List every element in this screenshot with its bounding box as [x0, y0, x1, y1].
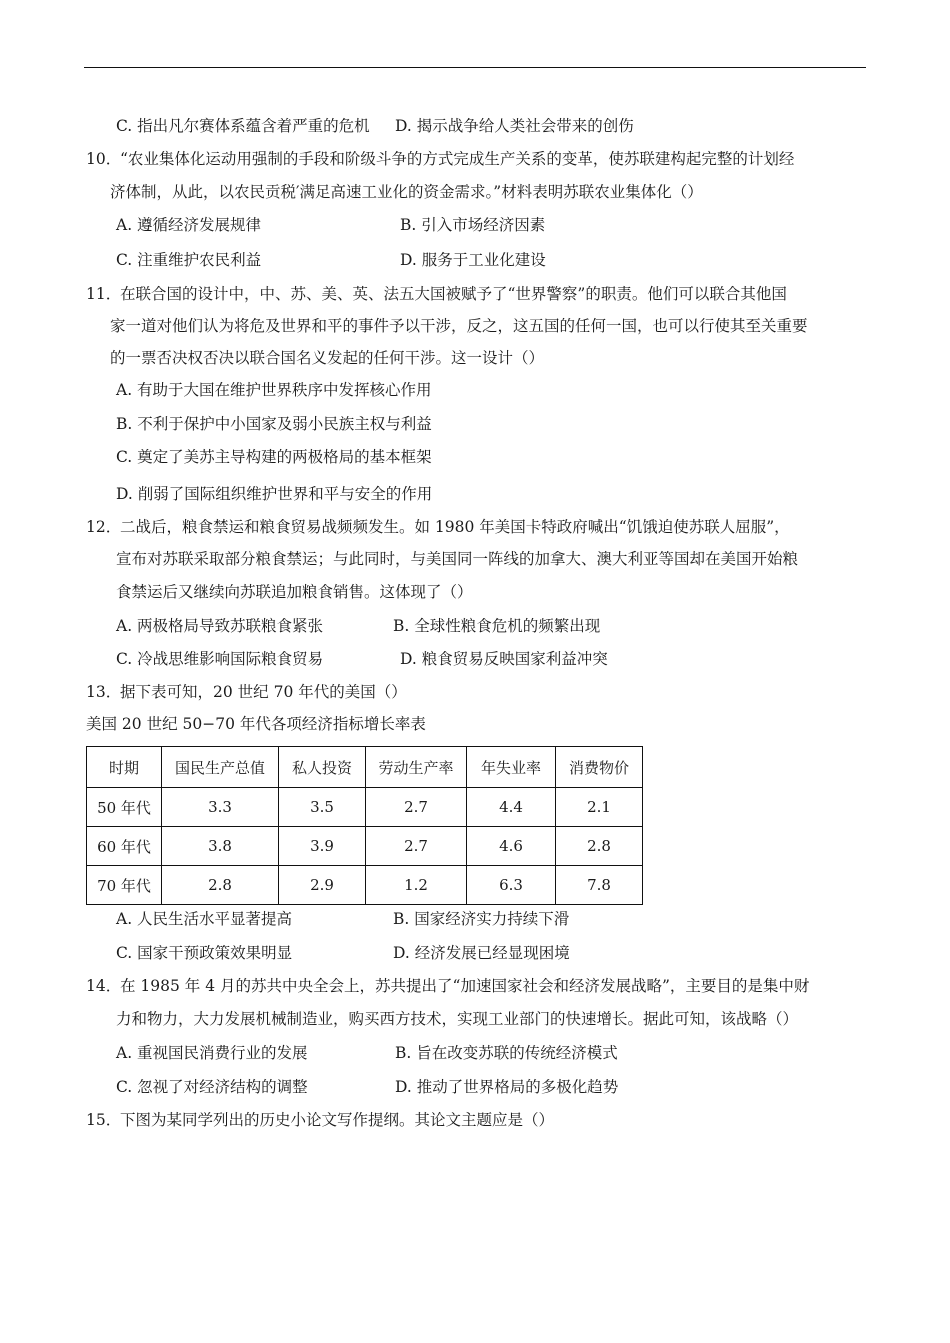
q14-stem-line-2: 力和物力，大力发展机械制造业，购买西方技术，实现工业部门的快速增长。据此可知，该战略（）: [116, 1010, 799, 1028]
table-header-cell: 时期: [87, 747, 162, 788]
table-cell: 3.5: [279, 788, 366, 827]
table-cell: 6.3: [467, 866, 556, 905]
q12-stem-line-3: 食禁运后又继续向苏联追加粮食销售。这体现了（）: [116, 583, 473, 601]
q12-option-c: C. 冷战思维影响国际粮食贸易: [116, 650, 324, 668]
table-cell: 2.9: [279, 866, 366, 905]
q12-number: 12．: [86, 518, 122, 536]
table-caption: 美国 20 世纪 50−70 年代各项经济指标增长率表: [86, 715, 426, 733]
q14-option-d: D. 推动了世界格局的多极化趋势: [395, 1078, 619, 1096]
table-row: [87, 866, 643, 905]
q11-option-b: B. 不利于保护中小国家及弱小民族主权与利益: [116, 415, 432, 433]
economic-indicator-table: [86, 746, 643, 905]
q14-number: 14．: [86, 977, 122, 995]
q14-option-c: C. 忽视了对经济结构的调整: [116, 1078, 308, 1096]
table-cell: 50 年代: [87, 788, 162, 827]
table-cell: 60 年代: [87, 827, 162, 866]
q11-option-d: D. 削弱了国际组织维护世界和平与安全的作用: [116, 485, 433, 503]
q14-option-a: A. 重视国民消费行业的发展: [116, 1044, 308, 1062]
table-cell: 2.7: [366, 827, 467, 866]
q11-stem-line-1: 在联合国的设计中，中、苏、美、英、法五大国被赋予了“世界警察”的职责。他们可以联合其他国: [120, 285, 787, 303]
q10-number: 10．: [86, 150, 122, 168]
table-cell: 3.3: [162, 788, 279, 827]
table-cell: 4.4: [467, 788, 556, 827]
q9-option-c: C. 指出凡尔赛体系蕴含着严重的危机: [116, 117, 370, 135]
table-header-row: [87, 747, 643, 788]
table-row: [87, 827, 643, 866]
table-cell: 7.8: [556, 866, 643, 905]
q10-stem-line-1: “农业集体化运动用强制的手段和阶级斗争的方式完成生产关系的变革，使苏联建构起完整的计划经: [120, 150, 795, 168]
q10-option-b: B. 引入市场经济因素: [400, 216, 546, 234]
table-cell: 3.9: [279, 827, 366, 866]
q13-option-c: C. 国家干预政策效果明显: [116, 944, 293, 962]
q11-option-c: C. 奠定了美苏主导构建的两极格局的基本框架: [116, 448, 432, 466]
table-cell: 4.6: [467, 827, 556, 866]
q12-stem-line-1: 二战后，粮食禁运和粮食贸易战频频发生。如 1980 年美国卡特政府喊出“饥饿迫使苏联人屈服”，: [120, 518, 790, 536]
q13-option-a: A. 人民生活水平显著提高: [116, 910, 293, 928]
q13-stem: 据下表可知，20 世纪 70 年代的美国（）: [120, 683, 407, 701]
table-cell: 2.7: [366, 788, 467, 827]
q13-option-d: D. 经济发展已经显现困境: [393, 944, 570, 962]
q11-number: 11．: [86, 285, 122, 303]
table-header-cell: 消费物价: [556, 747, 643, 788]
q10-stem-line-2: 济体制，从此，以农民贡税′满足高速工业化的资金需求。”材料表明苏联农业集体化（）: [110, 183, 703, 201]
q11-stem-line-3: 的一票否决权否决以联合国名义发起的任何干涉。这一设计（）: [110, 349, 545, 367]
q11-option-a: A. 有助于大国在维护世界秩序中发挥核心作用: [116, 381, 432, 399]
q10-option-d: D. 服务于工业化建设: [400, 251, 546, 269]
q11-stem-line-2: 家一道对他们认为将危及世界和平的事件予以干涉，反之，这五国的任何一国，也可以行使其至关重要: [110, 317, 808, 335]
table-header-cell: 年失业率: [467, 747, 556, 788]
table-cell: 2.8: [162, 866, 279, 905]
q12-option-b: B. 全球性粮食危机的频繁出现: [393, 617, 601, 635]
table-cell: 1.2: [366, 866, 467, 905]
q10-option-c: C. 注重维护农民利益: [116, 251, 262, 269]
q15-stem: 下图为某同学列出的历史小论文写作提纲。其论文主题应是（）: [120, 1111, 555, 1129]
table-header-cell: 私人投资: [279, 747, 366, 788]
q14-option-b: B. 旨在改变苏联的传统经济模式: [395, 1044, 618, 1062]
q12-stem-line-2: 宣布对苏联采取部分粮食禁运；与此同时，与美国同一阵线的加拿大、澳大利亚等国却在美国开始粮: [116, 550, 799, 568]
q14-stem-line-1: 在 1985 年 4 月的苏共中央全会上，苏共提出了“加速国家社会和经济发展战略”，主要目的是集中财: [120, 977, 810, 995]
table-cell: 70 年代: [87, 866, 162, 905]
table-header-cell: 国民生产总值: [162, 747, 279, 788]
table-cell: 3.8: [162, 827, 279, 866]
table-row: [87, 788, 643, 827]
q10-option-a: A. 遵循经济发展规律: [116, 216, 262, 234]
header-rule: [84, 67, 866, 68]
table-header-cell: 劳动生产率: [366, 747, 467, 788]
table-cell: 2.1: [556, 788, 643, 827]
q12-option-d: D. 粮食贸易反映国家利益冲突: [400, 650, 608, 668]
q12-option-a: A. 两极格局导致苏联粮食紧张: [116, 617, 324, 635]
q13-option-b: B. 国家经济实力持续下滑: [393, 910, 570, 928]
q13-number: 13．: [86, 683, 122, 701]
q15-number: 15．: [86, 1111, 122, 1129]
table-cell: 2.8: [556, 827, 643, 866]
q9-option-d: D. 揭示战争给人类社会带来的创伤: [395, 117, 634, 135]
